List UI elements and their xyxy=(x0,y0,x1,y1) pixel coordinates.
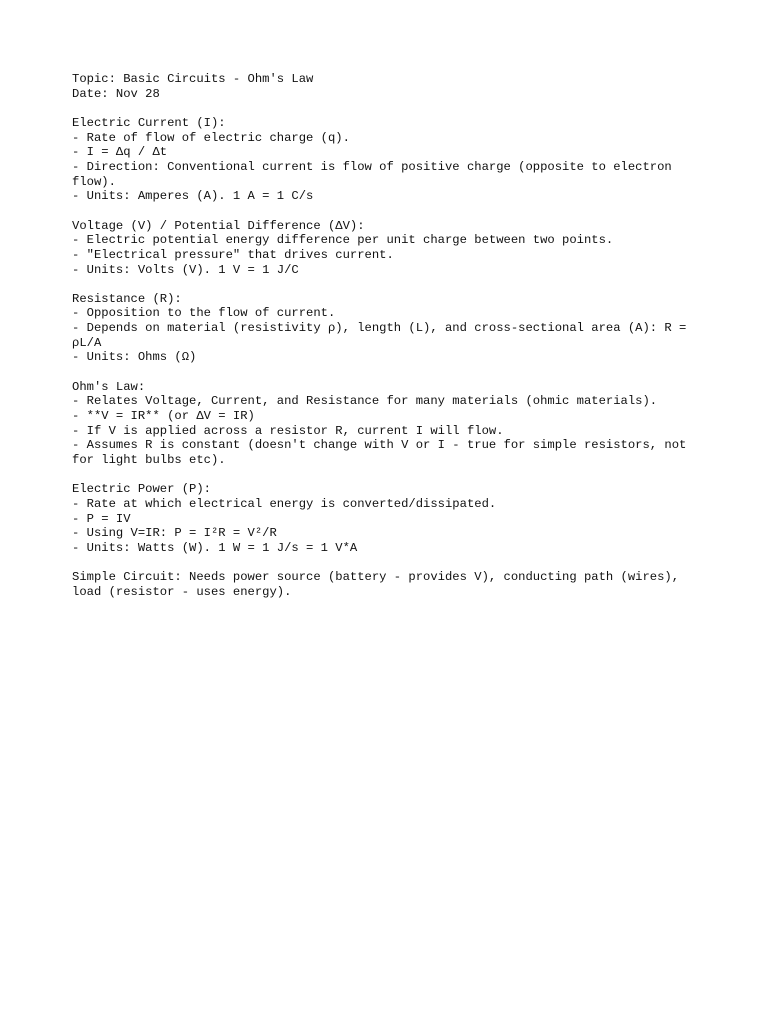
section-voltage xyxy=(72,219,712,278)
bullet-line: - Units: Watts (W). 1 W = 1 J/s = 1 V*A xyxy=(72,540,358,555)
bullet-line: - Rate of flow of electric charge (q). xyxy=(72,130,350,145)
bullet-line: - Assumes R is constant (doesn't change with V or I - true for simple resistors, not for light bulbs etc). xyxy=(72,438,694,467)
bullet-line: - Units: Volts (V). 1 V = 1 J/C xyxy=(72,262,299,277)
date-line: Date: Nov 28 xyxy=(72,86,160,101)
topic-line: Topic: Basic Circuits - Ohm's Law xyxy=(72,72,314,86)
section-heading: Ohm's Law: xyxy=(72,379,146,394)
lecture-notes xyxy=(72,72,712,600)
section-heading: Resistance (R): xyxy=(72,291,182,306)
bullet-line: - Depends on material (resistivity ρ), length (L), and cross-sectional area (A): R = ρL/A xyxy=(72,321,694,350)
bullet-line: - "Electrical pressure" that drives current. xyxy=(72,247,394,262)
section-ohms-law xyxy=(72,380,712,468)
bullet-line: - Electric potential energy difference per unit charge between two points. xyxy=(72,233,614,248)
section-heading: Voltage (V) / Potential Difference (ΔV): xyxy=(72,218,365,233)
section-simple-circuit xyxy=(72,570,712,599)
bullet-line: - Units: Amperes (A). 1 A = 1 C/s xyxy=(72,189,314,204)
bullet-line: - P = IV xyxy=(72,511,131,526)
bullet-line: - Units: Ohms (Ω) xyxy=(72,350,197,365)
bullet-line: - Rate at which electrical energy is converted/dissipated. xyxy=(72,496,497,511)
section-resistance xyxy=(72,292,712,365)
bullet-line: - If V is applied across a resistor R, current I will flow. xyxy=(72,423,504,438)
section-heading: Electric Current (I): xyxy=(72,115,226,130)
simple-circuit-text: Simple Circuit: Needs power source (battery - provides V), conducting path (wires), load (resistor - uses energy). xyxy=(72,570,687,599)
bullet-line: - I = Δq / Δt xyxy=(72,145,168,160)
notes-header xyxy=(72,72,712,101)
section-heading: Electric Power (P): xyxy=(72,482,211,497)
bullet-line: - Using V=IR: P = I²R = V²/R xyxy=(72,526,277,541)
bullet-line: - Relates Voltage, Current, and Resistance for many materials (ohmic materials). xyxy=(72,394,658,409)
bullet-line: - Opposition to the flow of current. xyxy=(72,306,336,321)
bullet-line: - Direction: Conventional current is flow of positive charge (opposite to electron flow). xyxy=(72,159,680,189)
section-electric-current xyxy=(72,116,712,204)
bullet-line: - **V = IR** (or ΔV = IR) xyxy=(72,409,255,424)
section-electric-power xyxy=(72,482,712,555)
